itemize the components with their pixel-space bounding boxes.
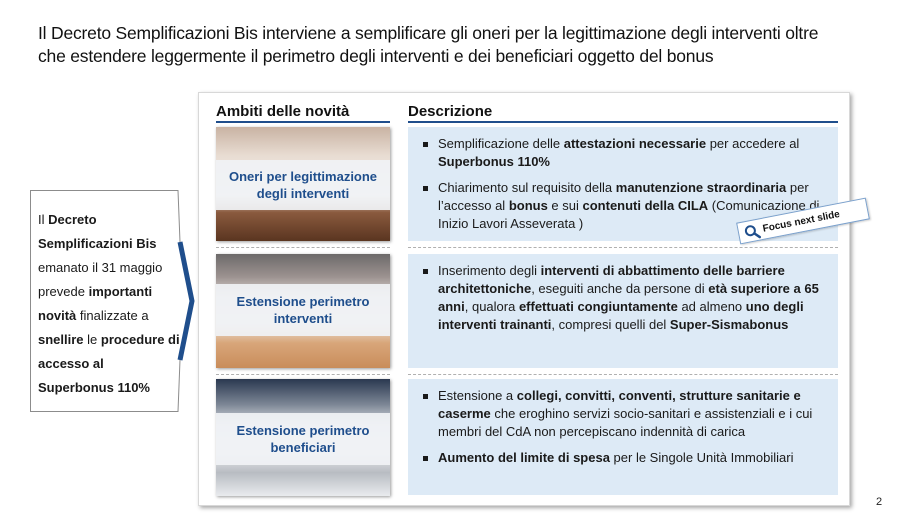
bullet-item: Estensione a collegi, convitti, conventi, strutture sanitarie e caserme che eroghino servizi socio-sanitari e assistenziali e i cui membri del CdA non percepiscano indennità di carica — [422, 387, 826, 441]
content-panel — [198, 92, 850, 506]
slide-title-line1: Il Decreto Semplificazioni Bis interviene a semplificare gli oneri per la legittimazione degli interventi oltre — [38, 23, 819, 43]
description-box-interventi — [408, 254, 838, 368]
slide-title — [38, 22, 898, 68]
bullet-item: Aumento del limite di spesa per le Singole Unità Immobiliari — [422, 449, 826, 467]
bullet-list — [422, 387, 826, 467]
ambito-label: Estensione perimetro interventi — [216, 284, 390, 336]
bullet-item: Chiarimento sul requisito della manutenzione straordinaria per l’accesso al bonus e sui contenuti della CILA (Comunicazione di Inizio Lavori Asseverata ) — [422, 179, 826, 233]
row-divider — [408, 247, 838, 248]
bullet-item: Semplificazione delle attestazioni necessarie per accedere al Superbonus 110% — [422, 135, 826, 171]
page-number: 2 — [876, 496, 883, 508]
ambito-label: Oneri per legittimazione degli interventi — [216, 160, 390, 210]
focus-label: Focus next slide — [761, 208, 841, 235]
header-descrizione: Descrizione — [408, 103, 838, 123]
slide-title-line2: che estendere leggermente il perimetro degli interventi e dei beneficiari oggetto del bonus — [38, 46, 714, 66]
ambito-label: Estensione perimetro beneficiari — [216, 413, 390, 465]
description-box-beneficiari — [408, 379, 838, 495]
summary-callout — [30, 190, 195, 412]
row-divider — [216, 247, 390, 248]
callout-text: Il Decreto Semplificazioni Bis emanato il 31 maggio prevede importanti novità finalizzate a snellire le procedure di accesso al Superbonus 110% — [38, 212, 180, 395]
ambito-card-beneficiari — [216, 379, 390, 496]
bullet-list — [422, 262, 826, 334]
bullet-item: Inserimento degli interventi di abbattimento delle barriere architettoniche, eseguiti anche da persone di età superiore a 65 anni, qualora effettuati congiuntamente ad almeno uno degli interventi trainanti, compresi quelli del Super-Sismabonus — [422, 262, 826, 334]
ambito-card-interventi — [216, 254, 390, 368]
header-ambiti: Ambiti delle novità — [216, 103, 390, 123]
row-divider — [408, 374, 838, 375]
magnifier-icon — [743, 223, 762, 242]
row-divider — [216, 374, 390, 375]
ambito-card-oneri — [216, 127, 390, 241]
